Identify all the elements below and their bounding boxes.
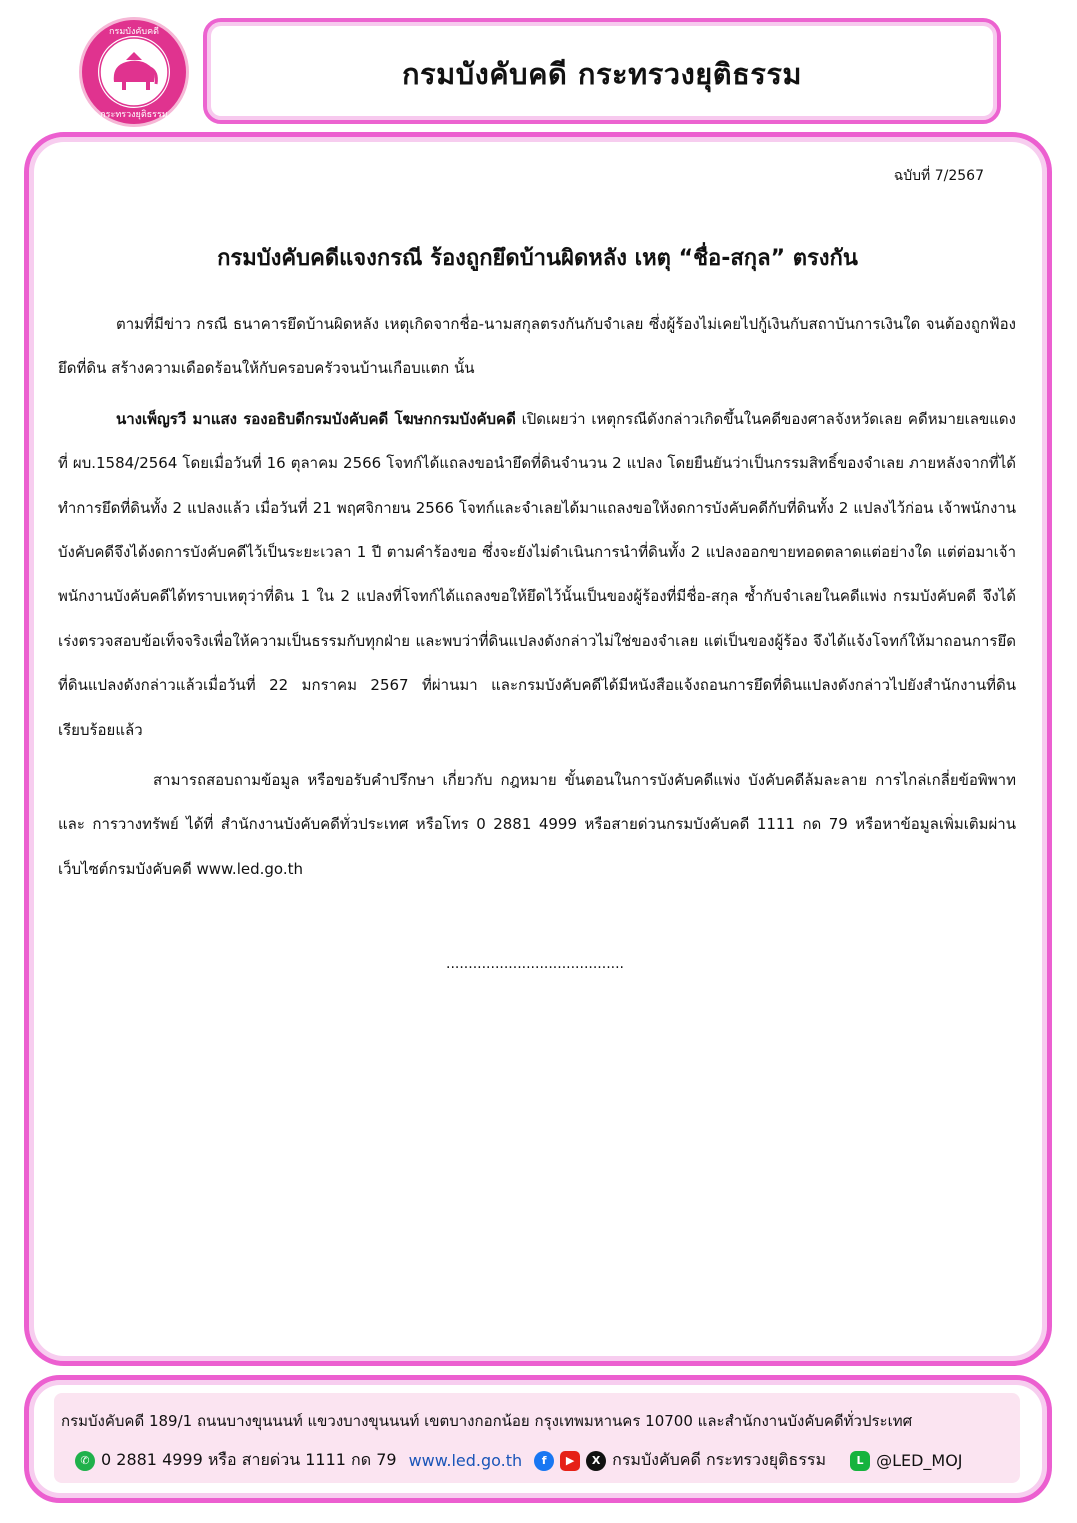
footer-address: กรมบังคับคดี 189/1 ถนนบางขุนนนท์ แขวงบางขุนนนท์ เขตบางกอกน้อย กรุงเทพมหานคร 10700 และสำนักงานบังคับคดีทั่วประเทศ bbox=[61, 1412, 913, 1430]
end-dots: ........................................ bbox=[446, 956, 625, 972]
footer-website-link[interactable]: www.led.go.th bbox=[408, 1451, 523, 1470]
line-icon[interactable]: L bbox=[850, 1451, 870, 1471]
footer-social-name: กรมบังคับคดี กระทรวงยุติธรรม bbox=[612, 1450, 827, 1469]
svg-text:กรมบังคับคดี: กรมบังคับคดี bbox=[109, 27, 159, 37]
footer-contacts bbox=[75, 1448, 963, 1473]
header-banner bbox=[203, 18, 1001, 124]
facebook-icon[interactable]: f bbox=[534, 1451, 554, 1471]
paragraph-1: ตามที่มีข่าว กรณี ธนาคารยึดบ้านผิดหลัง เหตุเกิดจากชื่อ-นามสกุลตรงกันกับจำเลย ซึ่งผู้ร้องไม่เคยไปกู้เงินกับสถาบันการเงินใด จนต้องถูกฟ้องยึดที่ดิน สร้างความเดือดร้อนให้กับครอบครัวจนบ้านเกือบแตก นั้น bbox=[58, 315, 1016, 378]
paragraph-2 bbox=[58, 397, 1016, 752]
spokesperson-name: นางเพ็ญรวี มาแสง รองอธิบดีกรมบังคับคดี โฆษกกรมบังคับคดี bbox=[116, 409, 516, 428]
paragraph-2-text: เปิดเผยว่า เหตุกรณีดังกล่าวเกิดขึ้นในคดีของศาลจังหวัดเลย คดีหมายเลขแดงที่ ผบ.1584/2564 โดยเมื่อวันที่ 16 ตุลาคม 2566 โจทก์ได้แถลงขอนำยึดที่ดินจำนวน 2 แปลง โดยยืนยันว่าเป็นกรรมสิทธิ์ของจำเลย ภายหลังจากที่ได้ทำการยึดที่ดินทั้ง 2 แปลงแล้ว เมื่อวันที่ 21 พฤศจิกายน 2566 โจทก์และจำเลยได้มาแถลงขอให้งดการบังคับคดีกับที่ดินทั้ง 2 แปลงไว้ก่อน เจ้าพนักงานบังคับคดีจึงได้งดการบังคับคดีไว้เป็นระยะเวลา 1 ปี ตามคำร้องขอ ซึ่งจะยังไม่ดำเนินการนำที่ดินทั้ง 2 แปลงออกขายทอดตลาดแต่อย่างใด แต่ต่อมาเจ้าพนักงานบังคับคดีได้ทราบเหตุว่าที่ดิน 1 ใน 2 แปลงที่โจทก์ได้แถลงขอให้ยึดไว้นั้นเป็นของผู้ร้องที่มีชื่อ-สกุล ซ้ำกับจำเลยในคดีแพ่ง กรมบังคับคดี จึงได้เร่งตรวจสอบข้อเท็จจริงเพื่อให้ความเป็นธรรมกับทุกฝ่าย และพบว่าที่ดินแปลงดังกล่าวไม่ใช่ของจำเลย แต่เป็นของผู้ร้อง จึงได้แจ้งโจทก์ให้มาถอนการยึดที่ดินแปลงดังกล่าวแล้วเมื่อวันที่ 22 มกราคม 2567 ที่ผ่านมา และกรมบังคับคดีได้มีหนังสือแจ้งถอนการยึดที่ดินแปลงดังกล่าวไปยังสำนักงานที่ดินเรียบร้อยแล้ว bbox=[58, 409, 1016, 739]
document-body bbox=[58, 302, 1016, 897]
footer-phone: 0 2881 4999 หรือ สายด่วน 1111 กด 79 bbox=[101, 1450, 397, 1469]
document-title: กรมบังคับคดีแจงกรณี ร้องถูกยึดบ้านผิดหลัง เหตุ “ชื่อ-สกุล” ตรงกัน bbox=[217, 246, 858, 271]
paragraph-3: สามารถสอบถามข้อมูล หรือขอรับคำปรึกษา เกี่ยวกับ กฎหมาย ขั้นตอนในการบังคับคดีแพ่ง บังคับคดีล้มละลาย การไกล่เกลี่ยข้อพิพาท และ การวางทรัพย์ ได้ที่ สำนักงานบังคับคดีทั่วประเทศ หรือโทร 0 2881 4999 หรือสายด่วนกรมบังคับคดี 1111 กด 79 หรือหาข้อมูลเพิ่มเติมผ่านเว็บไซต์กรมบังคับคดี www.led.go.th bbox=[58, 771, 1016, 878]
whatsapp-icon: ✆ bbox=[75, 1451, 95, 1471]
issue-number: ฉบับที่ 7/2567 bbox=[893, 168, 984, 184]
x-icon[interactable]: X bbox=[586, 1451, 606, 1471]
svg-text:กระทรวงยุติธรรม: กระทรวงยุติธรรม bbox=[100, 110, 168, 120]
header-title: กรมบังคับคดี กระทรวงยุติธรรม bbox=[401, 57, 803, 91]
department-logo bbox=[82, 20, 186, 124]
footer-line-id[interactable]: @LED_MOJ bbox=[876, 1451, 963, 1470]
youtube-icon[interactable]: ▶ bbox=[560, 1451, 580, 1471]
